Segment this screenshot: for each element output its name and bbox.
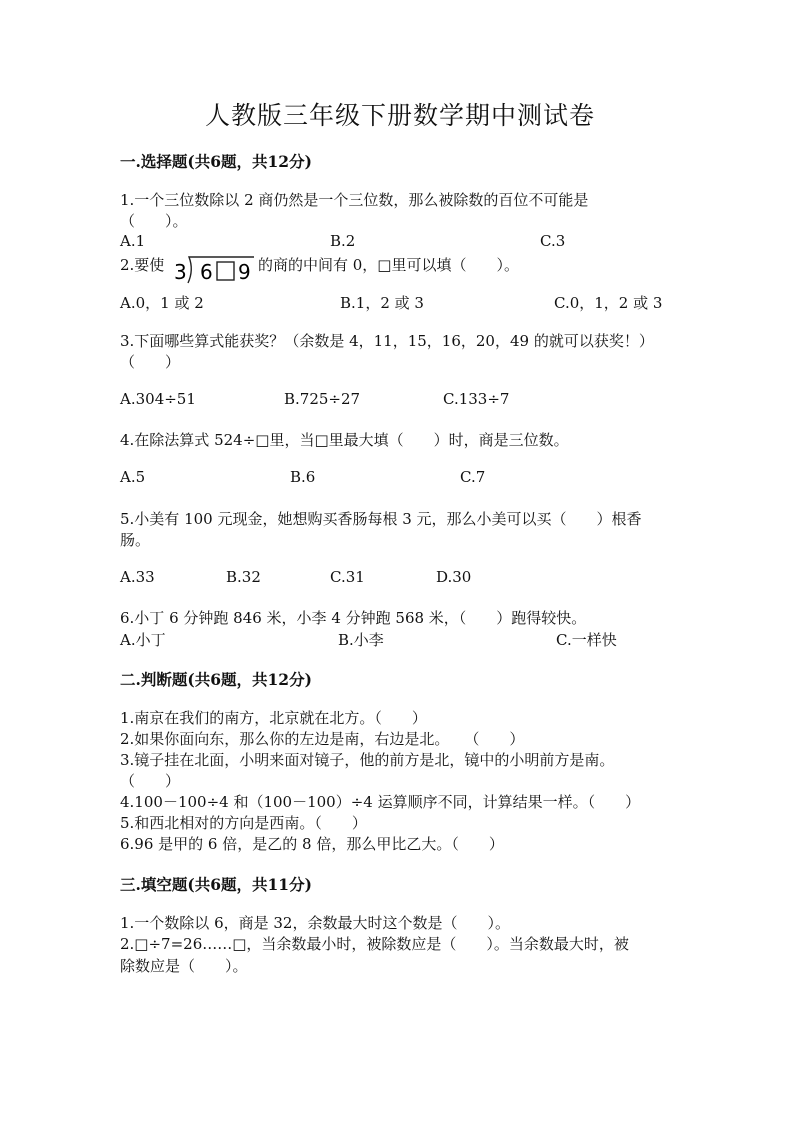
- q2-option-c: C.0，1，2 或 3: [554, 294, 663, 312]
- judge-line-2: 2.如果你面向东，那么你的左边是南，右边是北。 （ ）: [120, 730, 525, 748]
- section-heading-judge: 二.判断题(共6题，共12分): [120, 670, 312, 689]
- division-dividend-a: 6: [200, 260, 213, 284]
- q2-stem-suffix: 的商的中间有 0，□里可以填（ ）。: [258, 256, 519, 274]
- q6-stem-line1: 6.小丁 6 分钟跑 846 米，小李 4 分钟跑 568 米，（ ）跑得较快。: [120, 609, 587, 627]
- q6-option-a: A.小丁: [120, 631, 166, 649]
- q5-option-c: C.31: [330, 568, 365, 586]
- q5-option-a: A.33: [120, 568, 155, 586]
- long-division-figure: [172, 253, 256, 285]
- q3-stem-line2: （ ）: [120, 353, 181, 371]
- judge-line-3: 3.镜子挂在北面，小明来面对镜子，他的前方是北，镜中的小明前方是南。: [120, 751, 615, 769]
- q1-stem-line2: （ ）。: [120, 212, 188, 230]
- division-divisor: 3: [174, 260, 187, 284]
- q1-option-c: C.3: [540, 232, 566, 250]
- q1-stem-line1: 1.一个三位数除以 2 商仍然是一个三位数，那么被除数的百位不可能是: [120, 191, 589, 209]
- judge-line-1: 1.南京在我们的南方，北京就在北方。（ ）: [120, 709, 427, 727]
- fill-line-2b: 除数应是（ ）。: [120, 957, 248, 975]
- division-dividend-b: 9: [238, 260, 251, 284]
- judge-line-5: 5.和西北相对的方向是西南。（ ）: [120, 814, 367, 832]
- q4-option-a: A.5: [120, 468, 146, 486]
- judge-line-4: 4.100－100÷4 和（100－100）÷4 运算顺序不同，计算结果一样。（ ）: [120, 793, 641, 811]
- q5-option-d: D.30: [436, 568, 472, 586]
- judge-line-3b: （ ）: [120, 772, 181, 790]
- q5-option-b: B.32: [226, 568, 261, 586]
- page-title: 人教版三年级下册数学期中测试卷: [204, 101, 595, 130]
- fill-line-2: 2.□÷7=26……□，当余数最小时，被除数应是（ ）。当余数最大时，被: [120, 935, 629, 953]
- q2-option-b: B.1，2 或 3: [340, 294, 424, 312]
- section-heading-fill: 三.填空题(共6题，共11分): [120, 875, 312, 894]
- q3-stem-line1: 3.下面哪些算式能获奖？（余数是 4，11，15，16，20，49 的就可以获奖！）: [120, 332, 654, 350]
- q5-stem-line2: 肠。: [120, 531, 151, 549]
- q4-option-c: C.7: [460, 468, 486, 486]
- q2-option-a: A.0，1 或 2: [120, 294, 204, 312]
- q1-option-a: A.1: [120, 232, 146, 250]
- q3-option-c: C.133÷7: [443, 390, 510, 408]
- judge-line-6: 6.96 是甲的 6 倍，是乙的 8 倍，那么甲比乙大。（ ）: [120, 835, 504, 853]
- fill-line-1: 1.一个数除以 6，商是 32，余数最大时这个数是（ ）。: [120, 914, 510, 932]
- division-box: [217, 262, 234, 280]
- q1-option-b: B.2: [330, 232, 356, 250]
- q4-stem-line1: 4.在除法算式 524÷□里，当□里最大填（ ）时，商是三位数。: [120, 431, 569, 449]
- q6-option-b: B.小李: [338, 631, 384, 649]
- q5-stem-line1: 5.小美有 100 元现金，她想购买香肠每根 3 元，那么小美可以买（ ）根香: [120, 510, 642, 528]
- q4-option-b: B.6: [290, 468, 316, 486]
- q6-option-c: C.一样快: [556, 631, 617, 649]
- q3-option-b: B.725÷27: [284, 390, 361, 408]
- q3-option-a: A.304÷51: [120, 390, 196, 408]
- q2-stem-prefix: 2.要使: [120, 256, 165, 274]
- section-heading-choice: 一.选择题(共6题，共12分): [120, 152, 312, 171]
